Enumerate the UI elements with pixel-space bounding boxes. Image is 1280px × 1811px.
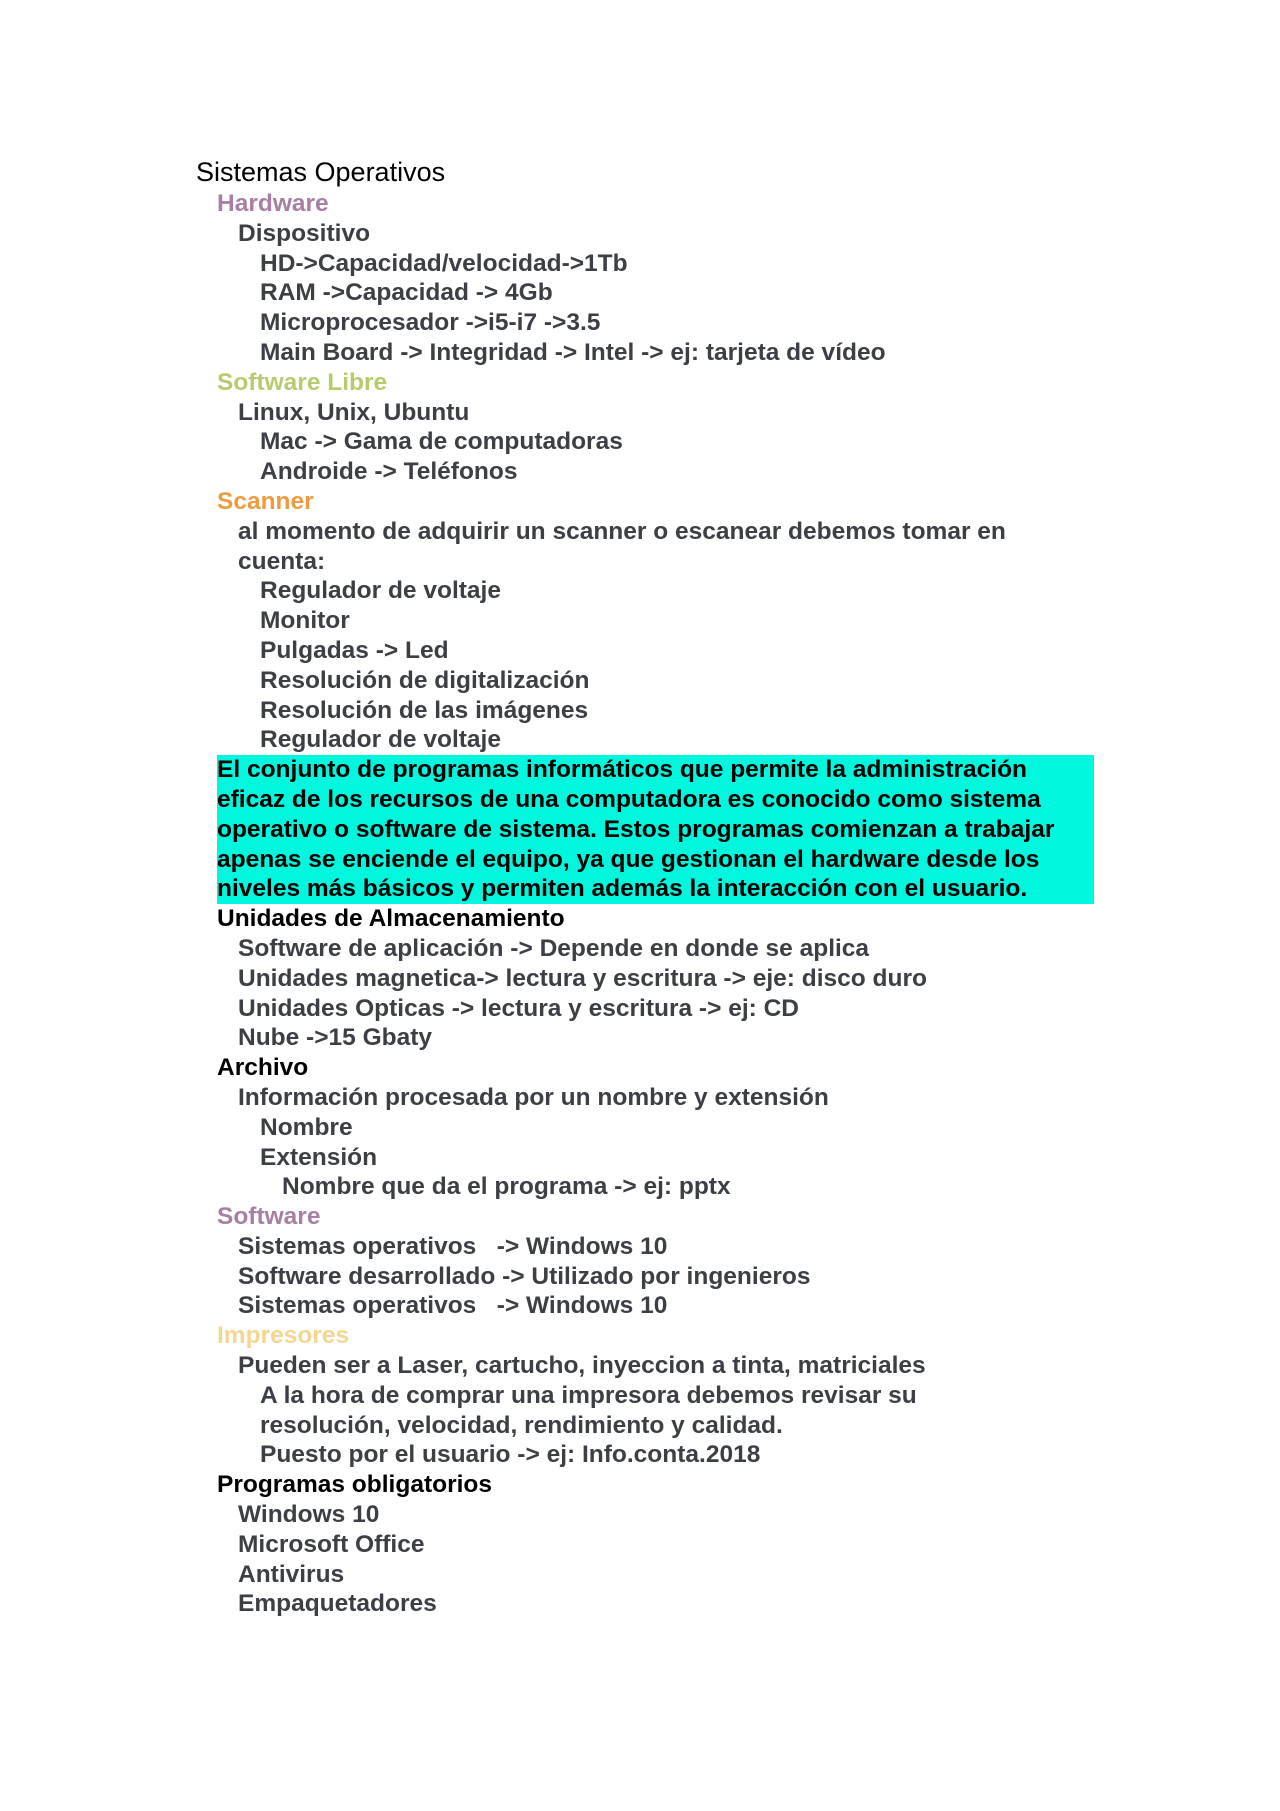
section-heading-programas: Programas obligatorios: [217, 1471, 493, 1499]
software-libre-subheading: Linux, Unix, Ubuntu: [238, 398, 470, 426]
list-item: Microsoft Office: [238, 1530, 425, 1558]
list-item: Windows 10: [238, 1501, 380, 1529]
list-item: Extensión: [260, 1143, 378, 1171]
list-item: Unidades magnetica-> lectura y escritura -> eje: disco duro: [238, 964, 927, 992]
list-item: Unidades Opticas -> lectura y escritura -> ej: CD: [238, 994, 799, 1022]
document-page: [196, 155, 1096, 1619]
list-item: Pulgadas -> Led: [260, 636, 449, 664]
section-heading-software-libre: Software Libre: [217, 368, 388, 396]
list-item: Software de aplicación -> Depende en donde se aplica: [238, 934, 870, 962]
list-item: Resolución de las imágenes: [260, 696, 589, 724]
section-heading-almacenamiento: Unidades de Almacenamiento: [217, 905, 565, 933]
list-item: Nombre: [260, 1113, 353, 1141]
list-item: HD->Capacidad/velocidad->1Tb: [260, 249, 628, 277]
list-item: Main Board -> Integridad -> Intel -> ej: tarjeta de vídeo: [260, 338, 886, 366]
list-item: Regulador de voltaje: [260, 726, 501, 754]
list-item: Mac -> Gama de computadoras: [260, 428, 623, 456]
list-item: Sistemas operativos -> Windows 10: [238, 1232, 668, 1260]
highlighted-definition: El conjunto de programas informáticos que permite la administración eficaz de los recursos de una computadora es conocido como sistema operativo o software de sistema. Estos programas comienzan a trabajar apenas se enciende el equipo, ya que gestionan el hardware desde los niveles más básicos y permiten además la interacción con el usuario.: [217, 755, 1094, 904]
list-item: Software desarrollado -> Utilizado por ingenieros: [238, 1262, 811, 1290]
list-item: Empaquetadores: [238, 1590, 437, 1618]
list-item-detail: Nombre que da el programa -> ej: pptx: [282, 1173, 731, 1201]
list-item: Regulador de voltaje: [260, 577, 501, 605]
list-item: Antivirus: [238, 1560, 345, 1588]
scanner-subheading: al momento de adquirir un scanner o escanear debemos tomar en cuenta:: [238, 517, 1006, 575]
list-item: Puesto por el usuario -> ej: Info.conta.2018: [260, 1441, 761, 1469]
list-item: Monitor: [260, 607, 350, 635]
list-item: RAM ->Capacidad -> 4Gb: [260, 279, 553, 307]
impresores-subheading: Pueden ser a Laser, cartucho, inyeccion a tinta, matriciales: [238, 1352, 926, 1380]
list-item: Sistemas operativos -> Windows 10: [238, 1292, 668, 1320]
section-heading-scanner: Scanner: [217, 487, 314, 515]
archivo-subheading: Información procesada por un nombre y extensión: [238, 1083, 829, 1111]
hardware-subheading: Dispositivo: [238, 219, 371, 247]
section-heading-software: Software: [217, 1203, 321, 1231]
list-item: Androide -> Teléfonos: [260, 458, 518, 486]
section-heading-impresores: Impresores: [217, 1322, 350, 1350]
list-item: A la hora de comprar una impresora debemos revisar su resolución, velocidad, rendimiento y calidad.: [260, 1381, 917, 1439]
section-heading-hardware: Hardware: [217, 190, 329, 217]
section-heading-archivo: Archivo: [217, 1054, 309, 1082]
list-item: Microprocesador ->i5-i7 ->3.5: [260, 309, 601, 337]
list-item: Nube ->15 Gbaty: [238, 1024, 433, 1052]
document-title: Sistemas Operativos: [196, 157, 446, 187]
list-item: Resolución de digitalización: [260, 666, 590, 694]
